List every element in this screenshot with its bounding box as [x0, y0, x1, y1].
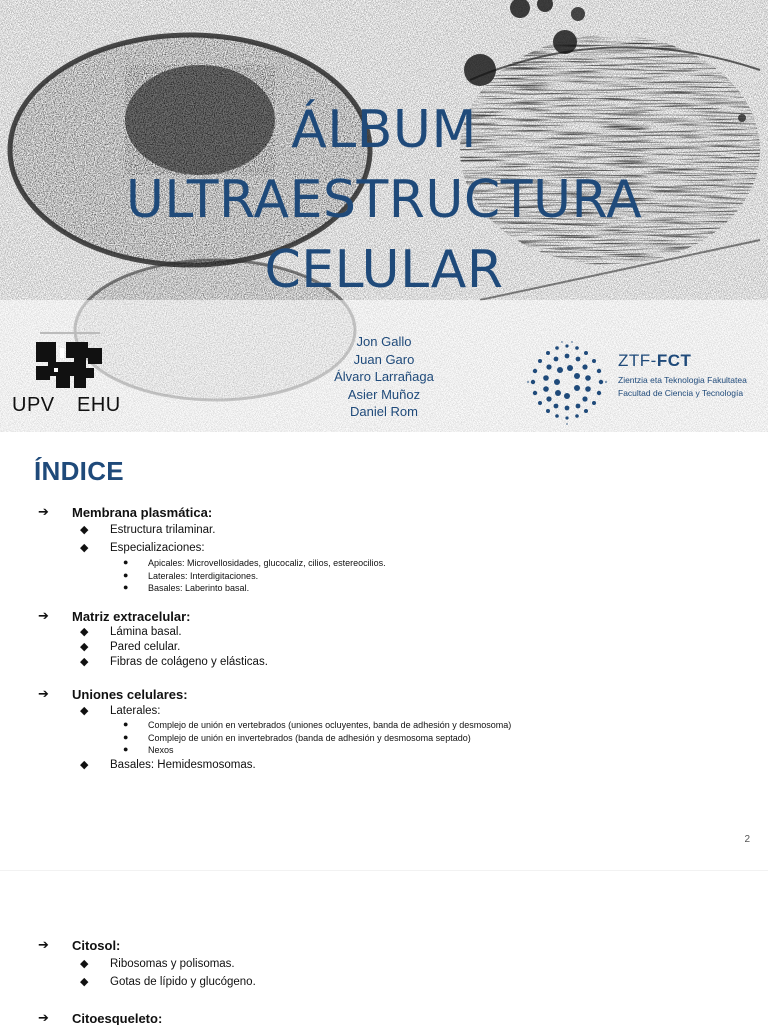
section-label: Citosol: [72, 938, 121, 953]
cover-title-line-1: ÁLBUM [291, 100, 477, 160]
dot-bullet-icon: ● [123, 582, 129, 592]
dot-bullet-icon: ● [123, 744, 129, 754]
subitem-label: Complejo de unión en invertebrados (banda de adhesión y desmosoma septado) [148, 733, 471, 743]
arrow-bullet-icon: ➔ [38, 937, 49, 952]
diamond-bullet-icon: ◆ [80, 626, 89, 638]
diamond-bullet-icon: ◆ [80, 524, 89, 536]
author-name: Juan Garo [353, 351, 415, 367]
item-label: Laterales: [110, 705, 161, 717]
author-name: Jon Gallo [356, 334, 412, 349]
ztf-subtitle-spanish: Facultad de Ciencia y Tecnología [618, 388, 744, 398]
subitem-label: Basales: Laberinto basal. [148, 583, 250, 593]
subitem-label: Laterales: Interdigitaciones. [148, 571, 259, 581]
item-label: Lámina basal. [110, 626, 182, 638]
cover-page [0, 0, 768, 432]
dot-bullet-icon: ● [123, 557, 129, 567]
item-label: Estructura trilaminar. [110, 524, 216, 536]
dot-bullet-icon: ● [123, 570, 129, 580]
diamond-bullet-icon: ◆ [80, 641, 89, 653]
upv-label: UPV [12, 394, 55, 416]
author-list [284, 333, 484, 421]
item-label: Especializaciones: [110, 542, 205, 554]
author-name: Asier Muñoz [347, 386, 421, 402]
arrow-bullet-icon: ➔ [38, 686, 49, 701]
author-name: Álvaro Larrañaga [334, 369, 434, 384]
arrow-bullet-icon: ➔ [38, 504, 49, 519]
author-name: Daniel Rom [350, 404, 418, 419]
ztf-fct-title: ZTF-FCT [618, 351, 692, 370]
item-label: Basales: Hemidesmosomas. [110, 759, 256, 771]
subitem-label: Complejo de unión en vertebrados (uniones ocluyentes, banda de adhesión y desmosoma) [148, 720, 512, 730]
arrow-bullet-icon: ➔ [38, 608, 49, 623]
section-label: Matriz extracelular: [72, 609, 191, 624]
item-label: Pared celular. [110, 641, 181, 653]
diamond-bullet-icon: ◆ [80, 542, 89, 554]
section-label: Citoesqueleto: [72, 1011, 163, 1025]
ehu-label: EHU [77, 394, 121, 416]
diamond-bullet-icon: ◆ [80, 958, 89, 970]
subitem-label: Nexos [148, 745, 174, 755]
index-heading: ÍNDICE [34, 456, 124, 486]
section-label: Uniones celulares: [72, 687, 188, 702]
dot-bullet-icon: ● [123, 719, 129, 729]
arrow-bullet-icon: ➔ [38, 1010, 49, 1025]
diamond-bullet-icon: ◆ [80, 976, 89, 988]
diamond-bullet-icon: ◆ [80, 656, 89, 668]
item-label: Ribosomas y polisomas. [110, 958, 235, 970]
item-label: Gotas de lípido y glucógeno. [110, 976, 256, 988]
page-3 [0, 870, 768, 1025]
dot-bullet-icon: ● [123, 732, 129, 742]
ztf-fct-logo-icon [522, 338, 612, 428]
section-label: Membrana plasmática: [72, 505, 213, 520]
diamond-bullet-icon: ◆ [80, 759, 89, 771]
item-label: Fibras de colágeno y elásticas. [110, 656, 268, 668]
index-page [0, 432, 768, 870]
subitem-label: Apicales: Microvellosidades, glucocaliz, cilios, estereocilios. [148, 558, 386, 568]
ztf-subtitle-basque: Zientzia eta Teknologia Fakultatea [618, 375, 747, 385]
page-number: 2 [744, 834, 750, 845]
cover-title-line-3: CELULAR [264, 240, 504, 300]
diamond-bullet-icon: ◆ [80, 705, 89, 717]
cover-title-line-2: ULTRAESTRUCTURA [125, 170, 643, 230]
